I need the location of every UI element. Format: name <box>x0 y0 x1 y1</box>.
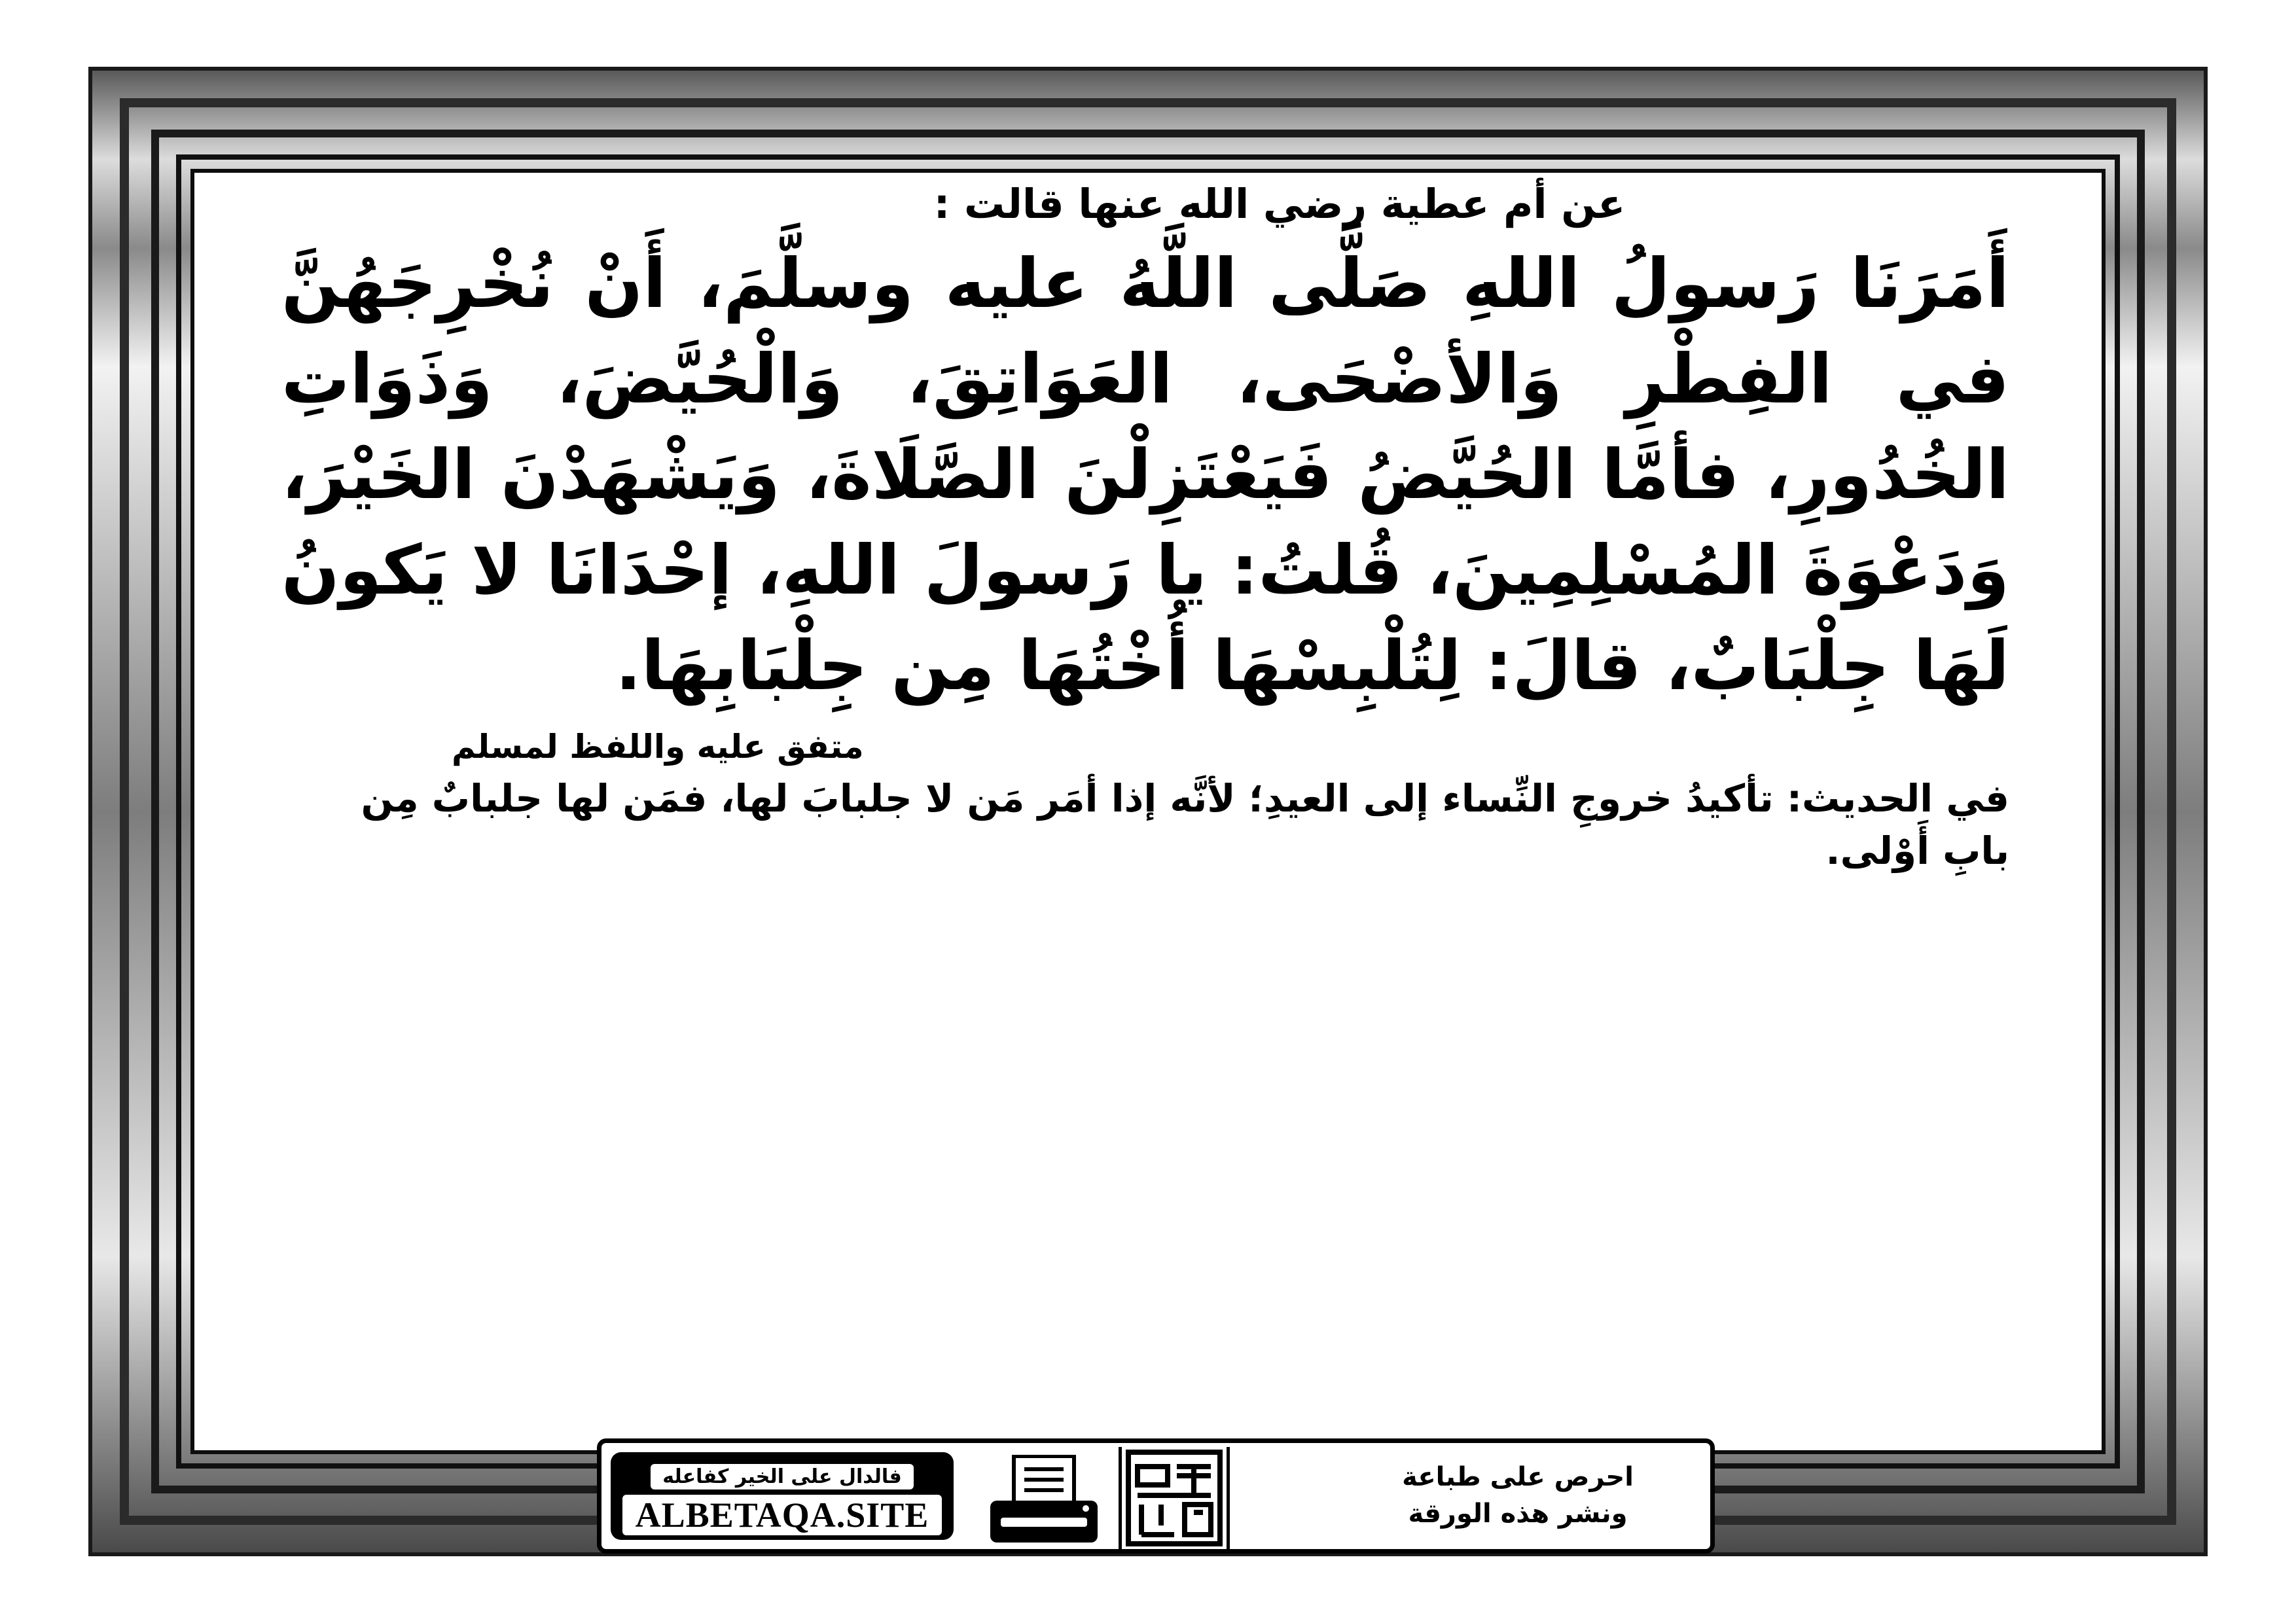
share-line-1: احرص على طباعة <box>1402 1462 1634 1492</box>
card-content <box>281 180 2016 877</box>
dawah-logo <box>1119 1447 1230 1552</box>
share-line-2: ونشر هذه الورقة <box>1408 1499 1628 1529</box>
dawah-logo-mark <box>1122 1447 1227 1549</box>
printer-icon <box>988 1455 1100 1545</box>
site-tagline: فالدال على الخير كفاعله <box>651 1464 914 1489</box>
footer-banner <box>597 1438 1715 1554</box>
share-block <box>1335 1452 1701 1540</box>
site-block <box>611 1452 954 1540</box>
site-url[interactable]: ALBETAQA.SITE <box>622 1495 942 1535</box>
hadith-source: متفق عليه واللفظ لمسلم <box>452 728 864 766</box>
hadith-text: أَمَرَنَا رَسولُ اللهِ صَلَّى اللَّهُ عليه وسلَّمَ، أَنْ نُخْرِجَهُنَّ في الفِطْرِ وَالأضْحَى، العَوَاتِقَ، وَالْحُيَّضَ، وَذَوَاتِ الخُدُورِ، فأمَّا الحُيَّضُ فَيَعْتَزِلْنَ الصَّلَاةَ، وَيَشْهَدْنَ الخَيْرَ، وَدَعْوَةَ المُسْلِمِينَ، قُلتُ: يا رَسولَ اللهِ، إحْدَانَا لا يَكونُ لَهَا جِلْبَابٌ، قالَ: لِتُلْبِسْهَا أُخْتُهَا مِن جِلْبَابِهَا. <box>281 243 2009 705</box>
hadith-intro: عن أم عطية رضي الله عنها قالت : <box>933 180 1626 228</box>
hadith-benefit: في الحديث: تأكيدُ خروجِ النِّساء إلى العيدِ؛ لأنَّه إذا أمَر مَن لا جلبابَ لها، فمَن لها جلبابٌ مِن بابِ أَوْلى. <box>361 776 2009 873</box>
